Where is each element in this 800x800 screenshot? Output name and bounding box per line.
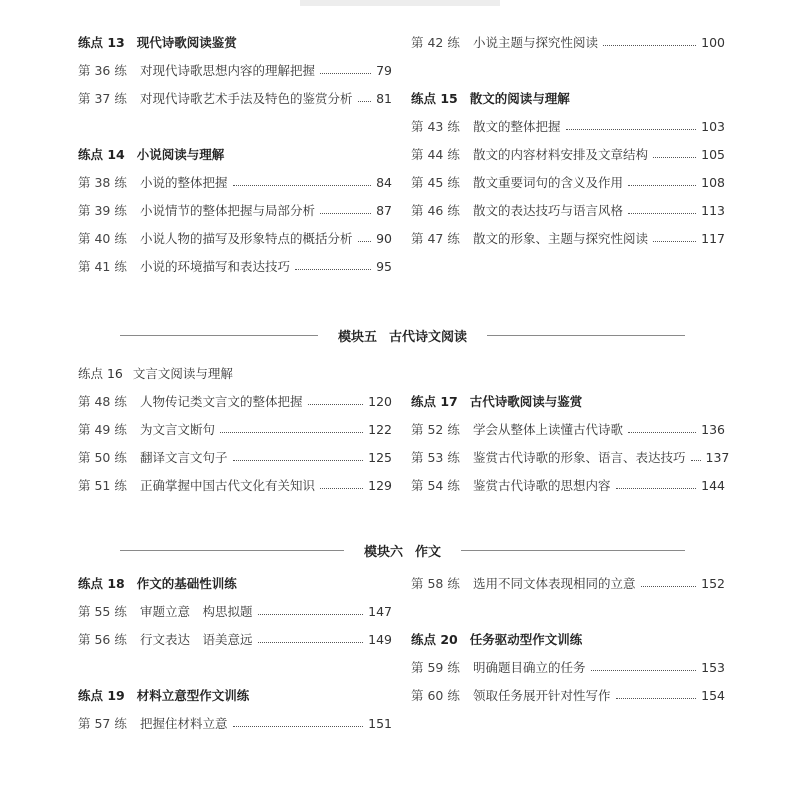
- toc-entry[interactable]: [78, 630, 392, 650]
- section-heading: [78, 364, 392, 384]
- entry-number: 第 58 练: [411, 576, 460, 591]
- section-title: 现代诗歌阅读鉴赏: [136, 35, 237, 50]
- entry-page: 103: [701, 119, 725, 134]
- section-label: 练点 13: [78, 35, 125, 50]
- dot-leader: [653, 241, 696, 242]
- entry-title: 选用不同文体表现相同的立意: [473, 576, 636, 591]
- entry-title: 明确题目确立的任务: [473, 660, 586, 675]
- toc-entry[interactable]: [78, 448, 392, 468]
- toc-entry[interactable]: [411, 420, 725, 440]
- toc-entry[interactable]: [78, 201, 392, 221]
- entry-number: 第 47 练: [411, 231, 460, 246]
- toc-entry[interactable]: [78, 420, 392, 440]
- toc-entry[interactable]: [411, 574, 725, 594]
- dot-leader: [653, 157, 696, 158]
- section-heading: [78, 145, 392, 165]
- entry-title: 翻译文言文句子: [140, 450, 228, 465]
- module-title: 古代诗文阅读: [389, 329, 468, 345]
- entry-page: 79: [376, 63, 392, 78]
- entry-page: 129: [368, 478, 392, 493]
- entry-number: 第 37 练: [78, 91, 127, 106]
- section-title: 任务驱动型作文训练: [469, 632, 583, 647]
- dot-leader: [628, 213, 696, 214]
- entry-number: 第 36 练: [78, 63, 127, 78]
- toc-entry[interactable]: [78, 476, 392, 496]
- entry-page: 120: [368, 394, 392, 409]
- section-label: 练点 20: [411, 632, 458, 647]
- entry-number: 第 56 练: [78, 632, 127, 647]
- entry-page: 108: [701, 175, 725, 190]
- entry-title: 审题立意 构思拟题: [140, 604, 253, 619]
- section-title: 材料立意型作文训练: [136, 688, 250, 703]
- section-label: 练点 16: [78, 366, 123, 381]
- entry-number: 第 60 练: [411, 688, 460, 703]
- entry-title: 为文言文断句: [140, 422, 216, 437]
- entry-number: 第 42 练: [411, 35, 460, 50]
- divider-rule-right: [487, 335, 685, 336]
- toc-entry[interactable]: [411, 686, 725, 706]
- entry-number: 第 59 练: [411, 660, 460, 675]
- entry-title: 小说情节的整体把握与局部分析: [140, 203, 316, 218]
- dot-leader: [233, 185, 372, 186]
- section-heading: [411, 392, 725, 412]
- section-title: 文言文阅读与理解: [132, 366, 233, 381]
- module-label: 模块五: [337, 329, 377, 345]
- toc-entry[interactable]: [411, 201, 725, 221]
- dot-leader: [233, 460, 364, 461]
- entry-page: 95: [376, 259, 392, 274]
- entry-page: 117: [701, 231, 725, 246]
- section-title: 散文的阅读与理解: [469, 91, 570, 106]
- section-heading: [78, 686, 392, 706]
- entry-page: 153: [701, 660, 725, 675]
- module-divider: [120, 540, 685, 560]
- toc-entry[interactable]: [78, 257, 392, 277]
- entry-title: 把握住材料立意: [140, 716, 228, 731]
- entry-title: 学会从整体上读懂古代诗歌: [473, 422, 624, 437]
- entry-page: 87: [376, 203, 392, 218]
- toc-entry[interactable]: [78, 392, 392, 412]
- toc-entry[interactable]: [411, 173, 725, 193]
- section-title: 小说阅读与理解: [136, 147, 225, 162]
- entry-title: 小说主题与探究性阅读: [473, 35, 599, 50]
- toc-entry[interactable]: [78, 229, 392, 249]
- entry-number: 第 41 练: [78, 259, 127, 274]
- toc-entry[interactable]: [78, 714, 392, 734]
- divider-rule-left: [120, 550, 344, 551]
- entry-number: 第 43 练: [411, 119, 460, 134]
- toc-entry[interactable]: [411, 448, 730, 468]
- section-title: 作文的基础性训练: [136, 576, 237, 591]
- entry-number: 第 39 练: [78, 203, 127, 218]
- entry-number: 第 46 练: [411, 203, 460, 218]
- entry-number: 第 49 练: [78, 422, 127, 437]
- section-heading: [411, 89, 725, 109]
- toc-entry[interactable]: [411, 117, 725, 137]
- dot-leader: [628, 185, 696, 186]
- entry-title: 小说的整体把握: [140, 175, 228, 190]
- entry-title: 行文表达 语美意远: [140, 632, 253, 647]
- divider-rule-right: [461, 550, 685, 551]
- entry-number: 第 51 练: [78, 478, 127, 493]
- entry-title: 小说人物的描写及形象特点的概括分析: [140, 231, 353, 246]
- entry-title: 人物传记类文言文的整体把握: [140, 394, 303, 409]
- dot-leader: [628, 432, 696, 433]
- entry-number: 第 50 练: [78, 450, 127, 465]
- entry-title: 鉴赏古代诗歌的形象、语言、表达技巧: [473, 450, 686, 465]
- toc-entry[interactable]: [411, 33, 725, 53]
- entry-page: 154: [701, 688, 725, 703]
- section-label: 练点 17: [411, 394, 458, 409]
- module-heading: [344, 541, 461, 560]
- entry-page: 105: [701, 147, 725, 162]
- section-label: 练点 14: [78, 147, 125, 162]
- dot-leader: [691, 460, 701, 461]
- dot-leader: [616, 698, 697, 699]
- toc-entry[interactable]: [411, 145, 725, 165]
- dot-leader: [603, 45, 696, 46]
- dot-leader: [566, 129, 697, 130]
- toc-entry[interactable]: [78, 89, 392, 109]
- entry-title: 散文的形象、主题与探究性阅读: [473, 231, 649, 246]
- entry-page: 151: [368, 716, 392, 731]
- entry-title: 小说的环境描写和表达技巧: [140, 259, 291, 274]
- entry-number: 第 57 练: [78, 716, 127, 731]
- toc-entry[interactable]: [78, 61, 392, 81]
- entry-title: 正确掌握中国古代文化有关知识: [140, 478, 316, 493]
- entry-page: 147: [368, 604, 392, 619]
- dot-leader: [320, 73, 371, 74]
- toc-entry[interactable]: [411, 476, 725, 496]
- section-label: 练点 18: [78, 576, 125, 591]
- entry-number: 第 38 练: [78, 175, 127, 190]
- entry-page: 152: [701, 576, 725, 591]
- entry-page: 136: [701, 422, 725, 437]
- entry-page: 137: [705, 450, 730, 465]
- dot-leader: [258, 614, 364, 615]
- entry-number: 第 44 练: [411, 147, 460, 162]
- entry-title: 散文重要词句的含义及作用: [473, 175, 624, 190]
- dot-leader: [320, 488, 363, 489]
- entry-number: 第 54 练: [411, 478, 460, 493]
- dot-leader: [320, 213, 371, 214]
- entry-page: 113: [701, 203, 725, 218]
- module-divider: [120, 325, 685, 345]
- entry-title: 对现代诗歌艺术手法及特色的鉴赏分析: [140, 91, 353, 106]
- entry-page: 122: [368, 422, 392, 437]
- top-edge-strip: [300, 0, 500, 6]
- entry-page: 84: [376, 175, 392, 190]
- section-label: 练点 19: [78, 688, 125, 703]
- entry-page: 125: [368, 450, 392, 465]
- entry-number: 第 45 练: [411, 175, 460, 190]
- toc-entry[interactable]: [411, 229, 725, 249]
- entry-number: 第 55 练: [78, 604, 127, 619]
- entry-title: 领取任务展开针对性写作: [473, 688, 611, 703]
- dot-leader: [358, 241, 372, 242]
- module-label: 模块六: [363, 544, 403, 560]
- entry-page: 90: [376, 231, 392, 246]
- dot-leader: [308, 404, 364, 405]
- entry-page: 144: [701, 478, 725, 493]
- dot-leader: [220, 432, 363, 433]
- dot-leader: [295, 269, 371, 270]
- dot-leader: [591, 670, 697, 671]
- entry-page: 81: [376, 91, 392, 106]
- entry-number: 第 52 练: [411, 422, 460, 437]
- entry-title: 对现代诗歌思想内容的理解把握: [140, 63, 316, 78]
- toc-entry[interactable]: [411, 658, 725, 678]
- entry-page: 149: [368, 632, 392, 647]
- section-heading: [411, 630, 725, 650]
- toc-entry[interactable]: [78, 173, 392, 193]
- dot-leader: [641, 586, 697, 587]
- dot-leader: [358, 101, 372, 102]
- dot-leader: [616, 488, 697, 489]
- module-heading: [318, 326, 487, 345]
- section-label: 练点 15: [411, 91, 458, 106]
- entry-page: 100: [701, 35, 725, 50]
- dot-leader: [258, 642, 364, 643]
- divider-rule-left: [120, 335, 318, 336]
- section-heading: [78, 33, 392, 53]
- module-title: 作文: [415, 544, 442, 560]
- entry-title: 散文的内容材料安排及文章结构: [473, 147, 649, 162]
- section-heading: [78, 574, 392, 594]
- section-title: 古代诗歌阅读与鉴赏: [469, 394, 583, 409]
- entry-number: 第 40 练: [78, 231, 127, 246]
- entry-title: 散文的整体把握: [473, 119, 561, 134]
- entry-number: 第 48 练: [78, 394, 127, 409]
- entry-number: 第 53 练: [411, 450, 460, 465]
- entry-title: 散文的表达技巧与语言风格: [473, 203, 624, 218]
- dot-leader: [233, 726, 364, 727]
- entry-title: 鉴赏古代诗歌的思想内容: [473, 478, 611, 493]
- toc-entry[interactable]: [78, 602, 392, 622]
